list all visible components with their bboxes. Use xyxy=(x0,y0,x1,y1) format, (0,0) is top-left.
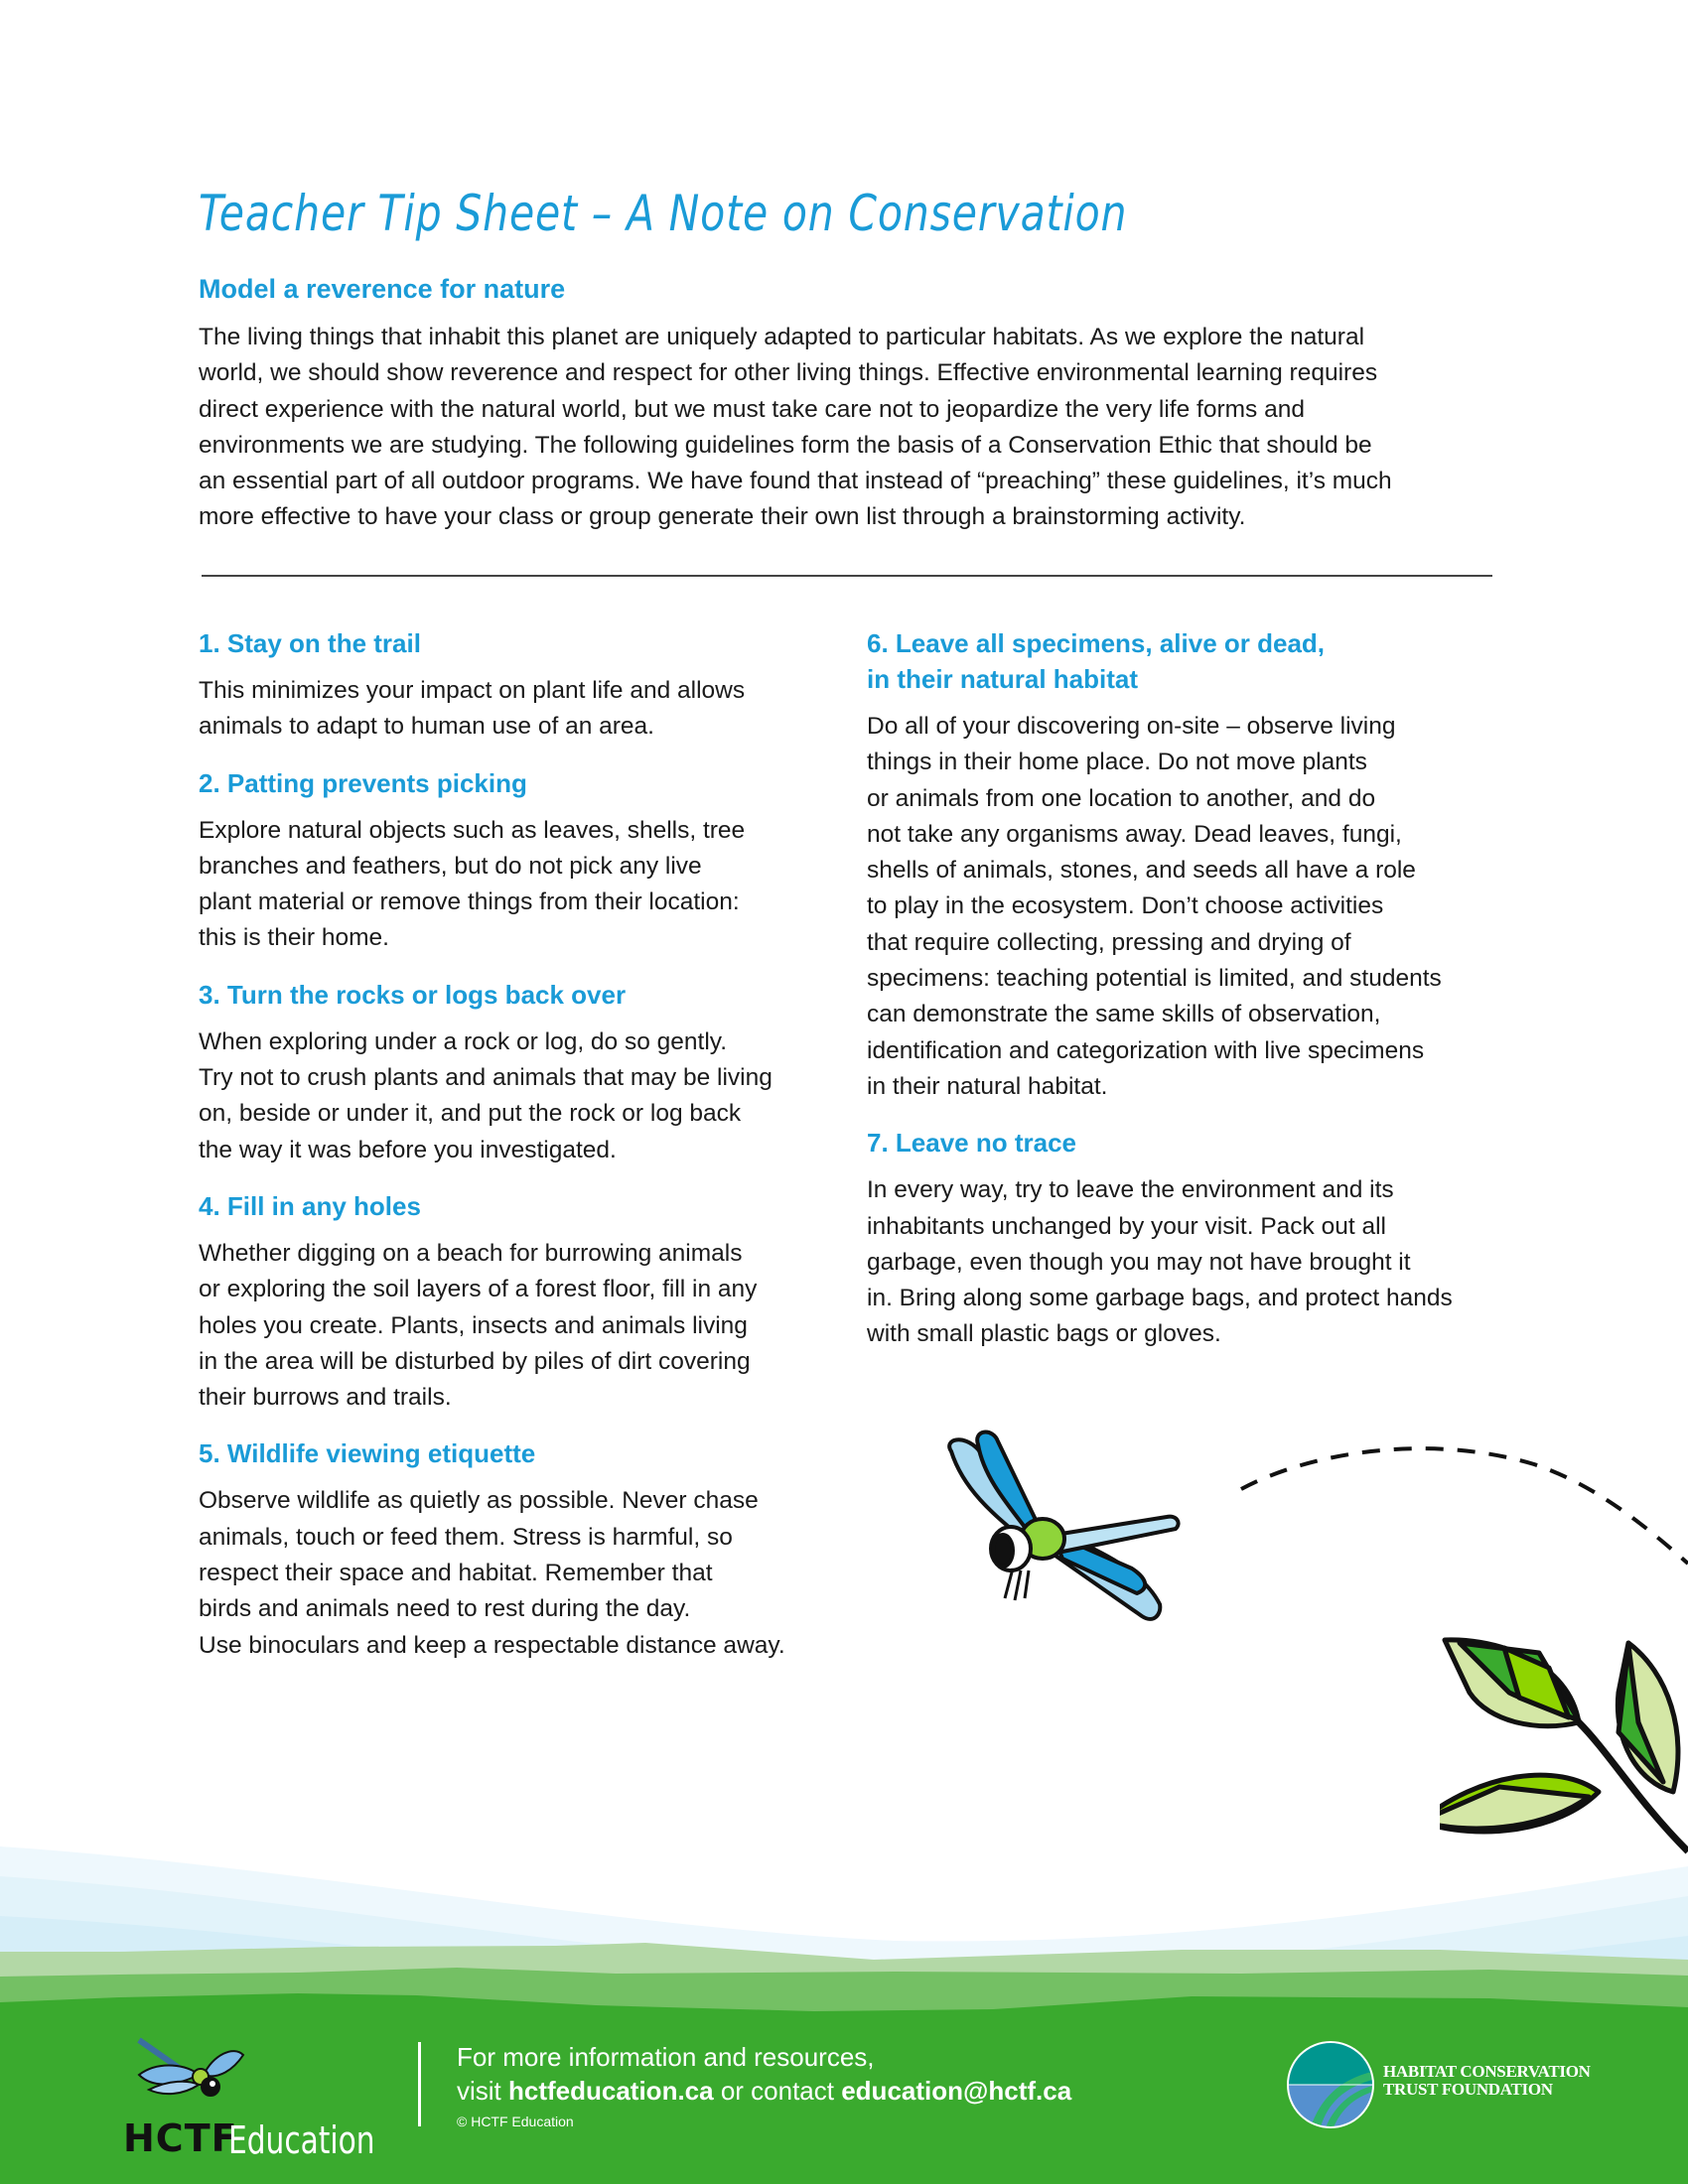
guideline-body xyxy=(199,673,834,746)
body-line: Explore natural objects such as leaves, shells, tree xyxy=(199,816,746,844)
body-line: inhabitants unchanged by your visit. Pack out all xyxy=(867,1212,1386,1240)
body-line: plant material or remove things from their location: xyxy=(199,888,740,916)
body-line: this is their home. xyxy=(199,924,389,952)
body-line: in their natural habitat. xyxy=(867,1072,1108,1100)
guideline-body xyxy=(199,1024,834,1168)
dragonfly-icon xyxy=(933,1420,1231,1648)
heading-line: 4. Fill in any holes xyxy=(199,1190,421,1221)
heading-line: 1. Stay on the trail xyxy=(199,628,421,658)
body-line: or exploring the soil layers of a forest floor, fill in any xyxy=(199,1276,758,1303)
footer-contact-line xyxy=(457,2074,1071,2108)
flight-path-dashes xyxy=(1236,1444,1688,1573)
guideline-heading xyxy=(199,765,834,801)
guideline-4 xyxy=(199,1188,834,1416)
body-line: can demonstrate the same skills of observation, xyxy=(867,1001,1381,1028)
heading-line: 5. Wildlife viewing etiquette xyxy=(199,1438,536,1469)
body-line: with small plastic bags or gloves. xyxy=(867,1320,1221,1348)
guideline-5 xyxy=(199,1435,834,1663)
heading-line: 6. Leave all specimens, alive or dead, xyxy=(867,628,1326,658)
body-line: to play in the ecosystem. Don’t choose activities xyxy=(867,892,1384,920)
intro-line: environments we are studying. The following guidelines form the basis of a Conservation Ethic that should be xyxy=(199,431,1372,459)
guideline-heading xyxy=(199,1435,834,1471)
guideline-7 xyxy=(867,1125,1502,1352)
copyright: © HCTF Education xyxy=(457,2114,574,2129)
guideline-body xyxy=(199,1483,834,1663)
footer-info-line: For more information and resources, xyxy=(457,2042,875,2072)
body-line: animals to adapt to human use of an area. xyxy=(199,713,654,741)
intro-line: world, we should show reverence and respect for other living things. Effective environmental learning requires xyxy=(199,359,1378,387)
body-line: shells of animals, stones, and seeds all have a role xyxy=(867,857,1416,885)
left-column xyxy=(199,625,834,1684)
guideline-2 xyxy=(199,765,834,957)
heading-line: 7. Leave no trace xyxy=(867,1128,1076,1159)
body-line: When exploring under a rock or log, do so gently. xyxy=(199,1027,728,1055)
body-line: Try not to crush plants and animals that may be living xyxy=(199,1064,773,1092)
heading-line: 2. Patting prevents picking xyxy=(199,767,527,798)
body-line: specimens: teaching potential is limited, and students xyxy=(867,965,1442,993)
body-line: In every way, try to leave the environment and its xyxy=(867,1176,1394,1204)
body-line: on, beside or under it, and put the rock or log back xyxy=(199,1100,742,1128)
email-link[interactable]: education@hctf.ca xyxy=(841,2076,1072,2106)
intro-line: an essential part of all outdoor programs. We have found that instead of “preaching” these guidelines, it’s much xyxy=(199,468,1392,495)
guideline-heading xyxy=(199,625,834,661)
foundation-name-line2: TRUST FOUNDATION xyxy=(1383,2080,1553,2099)
body-line: Whether digging on a beach for burrowing animals xyxy=(199,1239,743,1267)
contact-prefix: visit xyxy=(457,2076,508,2106)
body-line: not take any organisms away. Dead leaves, fungi, xyxy=(867,820,1402,848)
body-line: animals, touch or feed them. Stress is harmful, so xyxy=(199,1523,733,1551)
guideline-heading xyxy=(867,625,1502,697)
intro-line: The living things that inhabit this planet are uniquely adapted to particular habitats. As we explore the natural xyxy=(199,324,1365,350)
right-column xyxy=(867,625,1502,1373)
foundation-name xyxy=(1383,2063,1591,2099)
body-line: birds and animals need to rest during the day. xyxy=(199,1595,691,1623)
body-line: respect their space and habitat. Remember that xyxy=(199,1560,713,1587)
body-line: in. Bring along some garbage bags, and protect hands xyxy=(867,1285,1453,1312)
intro-paragraph xyxy=(199,320,1489,536)
footer-contact xyxy=(457,2040,1071,2129)
intro-line: more effective to have your class or group generate their own list through a brainstorming activity. xyxy=(199,503,1246,531)
foundation-name-line1: HABITAT CONSERVATION xyxy=(1383,2062,1591,2081)
guideline-1 xyxy=(199,625,834,746)
body-line: Do all of your discovering on-site – observe living xyxy=(867,713,1396,740)
website-link[interactable]: hctfeducation.ca xyxy=(508,2076,714,2106)
dragonfly-logo-icon xyxy=(129,2035,248,2119)
intro-line: direct experience with the natural world, but we must take care not to jeopardize the very life forms and xyxy=(199,395,1305,423)
guideline-3 xyxy=(199,977,834,1168)
logo-education-text: Education xyxy=(228,2118,375,2162)
body-line: Observe wildlife as quietly as possible. Never chase xyxy=(199,1487,759,1515)
heading-line: 3. Turn the rocks or logs back over xyxy=(199,979,627,1010)
heading-line: in their natural habitat xyxy=(867,664,1139,694)
guideline-heading xyxy=(199,977,834,1013)
guideline-body xyxy=(199,1236,834,1416)
body-line: in the area will be disturbed by piles of dirt covering xyxy=(199,1347,751,1375)
guideline-body xyxy=(867,1172,1502,1352)
page-title: Teacher Tip Sheet – A Note on Conservation xyxy=(199,185,1128,242)
body-line: the way it was before you investigated. xyxy=(199,1136,617,1163)
contact-mid: or contact xyxy=(713,2076,842,2106)
body-line: or animals from one location to another, and do xyxy=(867,784,1376,812)
guideline-6 xyxy=(867,625,1502,1105)
hctf-foundation-logo-icon xyxy=(1285,2039,1376,2130)
body-line: garbage, even though you may not have brought it xyxy=(867,1248,1411,1276)
intro-heading: Model a reverence for nature xyxy=(199,274,566,304)
guideline-body xyxy=(867,709,1502,1105)
divider-rule xyxy=(202,575,1492,577)
body-line: their burrows and trails. xyxy=(199,1384,452,1412)
guideline-body xyxy=(199,813,834,957)
guideline-heading xyxy=(867,1125,1502,1160)
footer-divider xyxy=(418,2042,421,2126)
body-line: This minimizes your impact on plant life and allows xyxy=(199,677,746,704)
body-line: Use binoculars and keep a respectable distance away. xyxy=(199,1631,785,1659)
body-line: that require collecting, pressing and drying of xyxy=(867,928,1351,956)
leaf-branch-icon xyxy=(1440,1633,1688,1861)
body-line: identification and categorization with live specimens xyxy=(867,1036,1425,1064)
body-line: branches and feathers, but do not pick any live xyxy=(199,852,702,880)
guideline-heading xyxy=(199,1188,834,1224)
logo-hctf-text: HCTF xyxy=(123,2116,238,2160)
body-line: things in their home place. Do not move plants xyxy=(867,749,1367,776)
body-line: holes you create. Plants, insects and animals living xyxy=(199,1311,748,1339)
